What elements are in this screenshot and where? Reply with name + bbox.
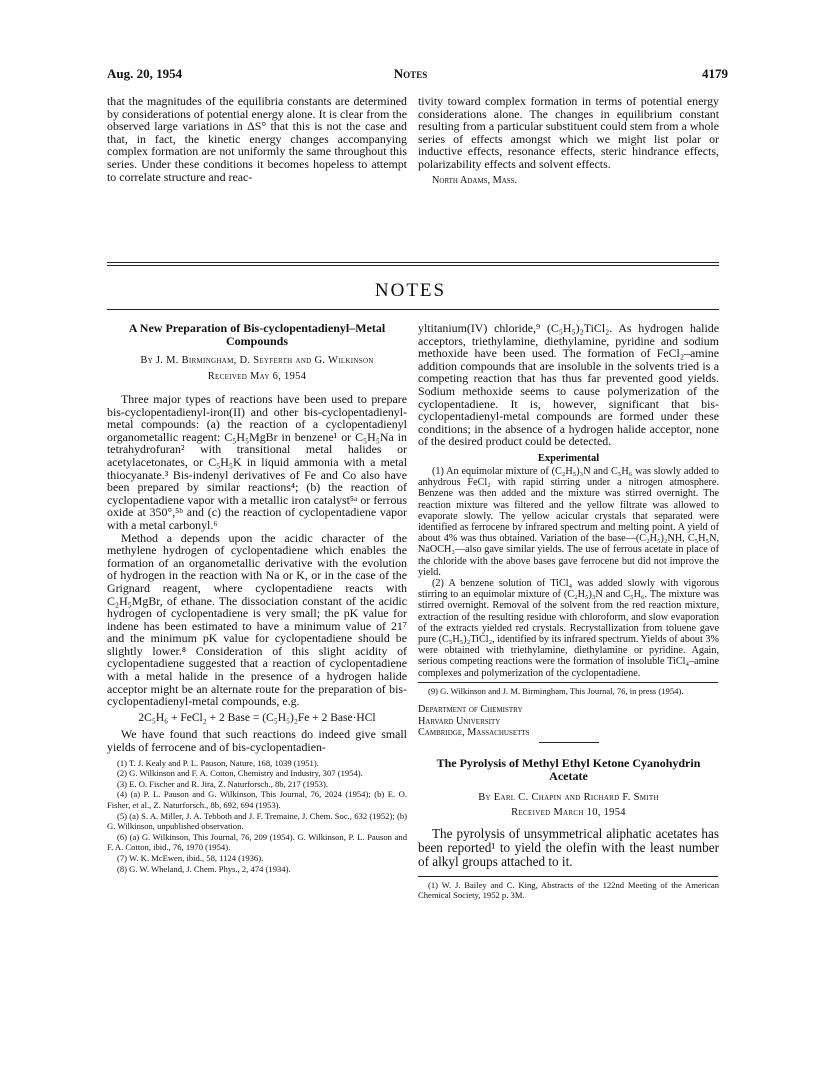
article1-received: Received May 6, 1954 <box>207 371 307 382</box>
article1-paragraph-2: Method a depends upon the acidic character of the methylene hydrogen of cyclopentadiene which enables the formation of an organometallic derivative with the evolution of hydrogen in the reaction with Na or K, or in the case of the Grignard reagent, where cyclopentadiene reacts with C₂H₅MgBr, of ethane. The dissociation constant of the acidic hydrogen of cyclopentadiene is very small; the pK value for indene has been estimated to have a minimum value of 21⁷ and the minimum pK value for cyclopentadiene should be slightly lower.⁸ Consideration of this slight acidity of cyclopentadiene suggested that a reaction of cyclopentadiene with a metal halide in the presence of a hydrogen halide acceptor might be an alternate route for the preparation of bis-cyclopentadienyl-metal compounds, e.g. <box>107 530 407 709</box>
article1-paragraph-1: Three major types of reactions have been used to prepare bis-cyclopentadienyl-iron(II) and other bis-cyclopentadienyl-metal compounds: (a) the reaction of a cyclopentadienyl organometallic reagent: C₅H₅MgBr in benzene¹ or C₅H₅Na in tetrahydrofuran² with transitional metal halides or acetylacetonates, or C₅H₅K in liquid ammonia with a metal thiocyanate.³ Bis-indenyl derivatives of Fe and Co also have been prepared by similar reactions⁴; (b) the reaction of cyclopentadiene vapor with a metallic iron catalyst⁵ᵃ or ferrous oxide at 350°,⁵ᵇ and (c) the reaction of cyclopentadiene vapor with a metal carbonyl.⁶ <box>107 392 407 532</box>
header-date: Aug. 20, 1954 <box>107 66 183 81</box>
article2-received: Received March 10, 1954 <box>511 806 626 818</box>
article1-right-paragraph: yltitanium(IV) chloride,⁹ (C₅H₅)₂TiCl₂. As hydrogen halide acceptors, triethylamine, diethylamine, pyridine and sodium methoxide have been used. The formation of FeCl₂–amine addition compounds that are insoluble in the solvents tried is a competing reaction that has thus far prevented good yields. Sodium methoxide seems to cause polymerization of the cyclopentadiene. It is, however, significant that bis-cyclopentadienyl-metal compounds are formed under these conditions; in the absence of a hydrogen halide acceptor, none of the desired product could be detected. <box>418 321 719 449</box>
article2-byline: By Earl C. Chapin and Richard F. Smith <box>478 791 659 803</box>
affiliation-department: Department of Chemistry <box>418 704 523 716</box>
header-section: Notes <box>393 66 428 81</box>
article2-title: The Pyrolysis of Methyl Ethyl Ketone Cyanohydrin Acetate <box>436 755 701 783</box>
footnote-7: (7) W. K. McEwen, ibid., 58, 1124 (1936). <box>117 852 264 863</box>
experimental-heading: Experimental <box>537 452 600 464</box>
article1-footnotes <box>107 758 407 875</box>
affiliation-university: Harvard University <box>418 715 501 727</box>
article1-left-column <box>107 322 407 874</box>
article-separator <box>539 742 599 743</box>
article2-paragraph-1: The pyrolysis of unsymmetrical aliphatic acetates has been reported¹ to yield the olefin with the least number of alkyl groups attached to it. <box>418 825 719 870</box>
experimental-paragraph-2: (2) A benzene solution of TiCl₄ was added slowly with vigorous stirring to an equimolar mixture of (C₂H₅)₃N and C₅H₆. The mixture was stirred overnight. Removal of the solvent from the red reaction mixture, extraction of the resulting residue with chloroform, and slow evaporation of the extracts yielded red crystals. Recrystallization from toluene gave pure (C₅H₅)₂TiCl₂, identified by its infrared spectrum. Yields of about 3% were obtained with triethylamine, diethylamine or pyridine. Again, serious competing reactions were the formation of insoluble TiCl₄–amine complexes and polymerization of the cyclopentadiene. <box>418 577 719 679</box>
prev-article-left-paragraph: that the magnitudes of the equilibria constants are determined by considerations of potential energy alone. It is clear from the observed large variations in ΔS° that this is not the case and that, in fact, the kinetic energy changes accompanying complex formation are not uniformly the same throughout this series. Under these conditions it becomes hopeless to attempt to correlate structure and reac- <box>107 94 407 184</box>
footnote-8: (8) G. W. Wheland, J. Chem. Phys., 2, 474 (1934). <box>117 863 291 874</box>
prev-article-left-text <box>107 95 407 183</box>
footnote-2: (2) G. Wilkinson and F. A. Cotton, Chemistry and Industry, 307 (1954). <box>117 768 363 779</box>
article1-byline: By J. M. Birmingham, D. Seyferth and G. Wilkinson <box>140 355 374 366</box>
prev-article-location: North Adams, Mass. <box>432 174 518 186</box>
notes-rule-bottom <box>107 309 719 310</box>
footnote-5: (5) (a) S. A. Miller, J. A. Tebboth and J. F. Tremaine, J. Chem. Soc., 632 (1952); (b) G. Wilkinson, unpublished observation. <box>107 810 407 832</box>
footnote-1: (1) T. J. Kealy and P. L. Pauson, Nature, 168, 1039 (1951). <box>117 757 319 768</box>
article1-right-column <box>418 322 719 901</box>
footnote-rule <box>418 682 718 683</box>
notes-heading: NOTES <box>374 280 447 301</box>
prev-article-right-paragraph: tivity toward complex formation in terms of potential energy considerations alone. The changes in equilibrium constant resulting from a particular substituent could stem from a whole series of effects amongst which we might list polar or inductive effects, resonance effects, steric hindrance effects, polarizability effects and solvent effects. <box>418 94 719 171</box>
notes-rule-top-2 <box>107 265 719 266</box>
prev-article-right-text <box>418 95 719 186</box>
footnote-9: (9) G. Wilkinson and J. M. Birmingham, This Journal, 76, in press (1954). <box>428 685 684 696</box>
article1-equation: 2C₅H₆ + FeCl₂ + 2 Base = (C₅H₅)₂Fe + 2 Base·HCl <box>138 711 376 724</box>
notes-rule-top <box>107 262 719 263</box>
experimental-paragraph-1: (1) An equimolar mixture of (C₂H₅)₃N and C₅H₆ was slowly added to anhydrous FeCl₂ with rapid stirring under a nitrogen atmosphere. Benzene was then added and the mixture was stirred overnight. The reaction mixture was filtered and the yellow filtrate was allowed to evaporate slowly. The yellow acicular crystals that separated were identified as ferrocene by infrared spectrum and melting point. A yield of about 4% was thus obtained. Variation of the base—(C₂H₅)₂NH, C₅H₅N, NaOCH₃—also gave similar yields. The use of ferrous acetate in place of the chloride with the above bases gave ferrocene but did not improve the yield. <box>418 465 719 578</box>
header-page-number: 4179 <box>702 66 728 81</box>
article1-title: A New Preparation of Bis-cyclopentadienyl–Metal Compounds <box>128 321 386 348</box>
article2-footnote-1: (1) W. J. Bailey and C. King, Abstracts of the 122nd Meeting of the American Chemical Society, 1952 p. 3M. <box>418 879 719 901</box>
article1-paragraph-3: We have found that such reactions do indeed give small yields of ferrocene and of bis-cyclopentadien- <box>107 727 407 755</box>
article2-footnote-rule <box>418 876 718 877</box>
footnote-4: (4) (a) P. L. Pauson and G. Wilkinson, This Journal, 76, 2024 (1954); (b) E. O. Fisher, et al., Z. Naturforsch., 8b, 692, 694 (1953). <box>107 789 407 810</box>
footnote-6: (6) (a) G. Wilkinson, This Journal, 76, 209 (1954). G. Wilkinson, P. L. Pauson and F. A. Cotton, ibid., 76, 1970 (1954). <box>107 831 407 853</box>
footnote-3: (3) E. O. Fischer and R. Jira, Z. Naturforsch., 8b, 217 (1953). <box>117 778 328 789</box>
affiliation-city: Cambridge, Massachusetts <box>418 727 530 739</box>
